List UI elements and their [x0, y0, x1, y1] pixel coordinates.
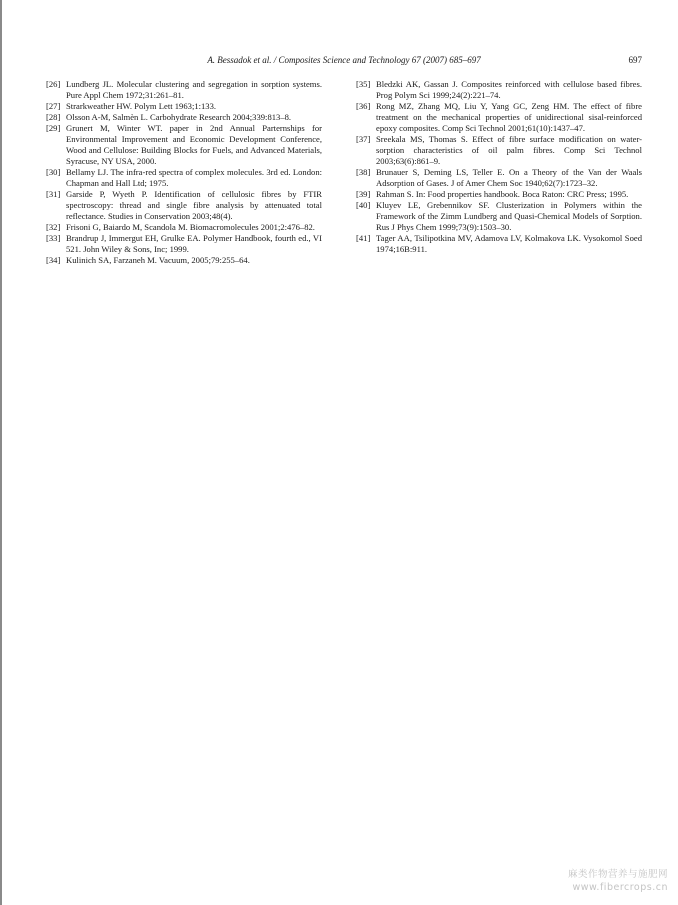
reference-text: Frisoni G, Baiardo M, Scandola M. Biomacromolecules 2001;2:476–82. — [66, 222, 315, 232]
reference-item — [46, 167, 322, 189]
reference-list-left — [46, 79, 322, 266]
reference-number: [41] — [356, 233, 371, 243]
reference-item — [356, 79, 642, 101]
reference-item — [46, 189, 322, 222]
reference-list-right — [356, 79, 642, 255]
reference-item — [46, 112, 322, 123]
reference-number: [32] — [46, 222, 61, 232]
scan-edge — [0, 0, 2, 905]
reference-item — [46, 79, 322, 101]
reference-text: Rong MZ, Zhang MQ, Liu Y, Yang GC, Zeng HM. The effect of fibre treatment on the mechanical properties of unidirectional sisal-reinforced epoxy composites. Comp Sci Technol 2001;61(10):1437–47. — [376, 101, 642, 133]
page-header — [46, 55, 642, 66]
reference-item — [356, 134, 642, 167]
reference-text: Rahman S. In: Food properties handbook. Boca Raton: CRC Press; 1995. — [376, 189, 629, 199]
reference-text: Grunert M, Winter WT. paper in 2nd Annual Parternships for Environmental Improvement and Economic Development Conference, Wood and Cellulose: Building Blocks for Fuels, and Advanced Materials, Syracuse, NY USA, 2000. — [66, 123, 322, 166]
reference-number: [36] — [356, 101, 371, 111]
reference-number: [27] — [46, 101, 61, 111]
reference-text: Kulinich SA, Farzaneh M. Vacuum, 2005;79:255–64. — [66, 255, 250, 265]
reference-number: [40] — [356, 200, 371, 210]
references-right-column — [356, 79, 642, 255]
reference-text: Olsson A-M, Salmèn L. Carbohydrate Research 2004;339:813–8. — [66, 112, 292, 122]
reference-item — [46, 101, 322, 112]
reference-item — [46, 255, 322, 266]
reference-text: Kluyev LE, Grebennikov SF. Clusterization in Polymers within the Framework of the Zimm Lundberg and Quasi-Chemical Models of Sorption. Rus J Phys Chem 1999;73(9):1503–30. — [376, 200, 642, 232]
reference-item — [46, 123, 322, 167]
reference-item — [356, 101, 642, 134]
reference-number: [38] — [356, 167, 371, 177]
reference-item — [356, 189, 642, 200]
reference-item — [356, 233, 642, 255]
reference-text: Bledzki AK, Gassan J. Composites reinforced with cellulose based fibres. Prog Polym Sci 1999;24(2):221–74. — [376, 79, 642, 100]
reference-number: [37] — [356, 134, 371, 144]
reference-number: [30] — [46, 167, 61, 177]
reference-text: Strarkweather HW. Polym Lett 1963;1:133. — [66, 101, 217, 111]
reference-number: [29] — [46, 123, 61, 133]
reference-number: [33] — [46, 233, 61, 243]
site-watermark — [568, 868, 668, 894]
running-head: A. Bessadok et al. / Composites Science and Technology 67 (2007) 685–697 — [207, 55, 481, 65]
reference-text: Sreekala MS, Thomas S. Effect of fibre surface modification on water-sorption characteristics of oil palm fibres. Comp Sci Technol 2003;63(6):861–9. — [376, 134, 642, 166]
reference-number: [39] — [356, 189, 371, 199]
watermark-url: www.fibercrops.cn — [572, 882, 668, 893]
reference-number: [26] — [46, 79, 61, 89]
reference-item — [46, 222, 322, 233]
references-left-column — [46, 79, 322, 266]
reference-number: [34] — [46, 255, 61, 265]
reference-number: [35] — [356, 79, 371, 89]
reference-number: [28] — [46, 112, 61, 122]
reference-text: Tager AA, Tsilipotkina MV, Adamova LV, Kolmakova LK. Vysokomol Soed 1974;16B:911. — [376, 233, 642, 254]
reference-text: Garside P, Wyeth P. Identification of cellulosic fibres by FTIR spectroscopy: thread and single fibre analysis by attenuated total reflectance. Studies in Conservation 2003;48(4). — [66, 189, 322, 221]
reference-text: Brunauer S, Deming LS, Teller E. On a Theory of the Van der Waals Adsorption of Gases. J of Amer Chem Soc 1940;62(7):1723–32. — [376, 167, 642, 188]
reference-text: Lundberg JL. Molecular clustering and segregation in sorption systems. Pure Appl Chem 1972;31:261–81. — [66, 79, 322, 100]
reference-item — [46, 233, 322, 255]
reference-text: Brandrup J, Immergut EH, Grulke EA. Polymer Handbook, fourth ed., VI 521. John Wiley & Sons, Inc; 1999. — [66, 233, 322, 254]
reference-item — [356, 167, 642, 189]
reference-number: [31] — [46, 189, 61, 199]
reference-text: Bellamy LJ. The infra-red spectra of complex molecules. 3rd ed. London: Chapman and Hall Ltd; 1975. — [66, 167, 322, 188]
page-number: 697 — [628, 55, 642, 65]
watermark-title: 麻类作物营养与施肥网 — [567, 869, 668, 880]
reference-item — [356, 200, 642, 233]
